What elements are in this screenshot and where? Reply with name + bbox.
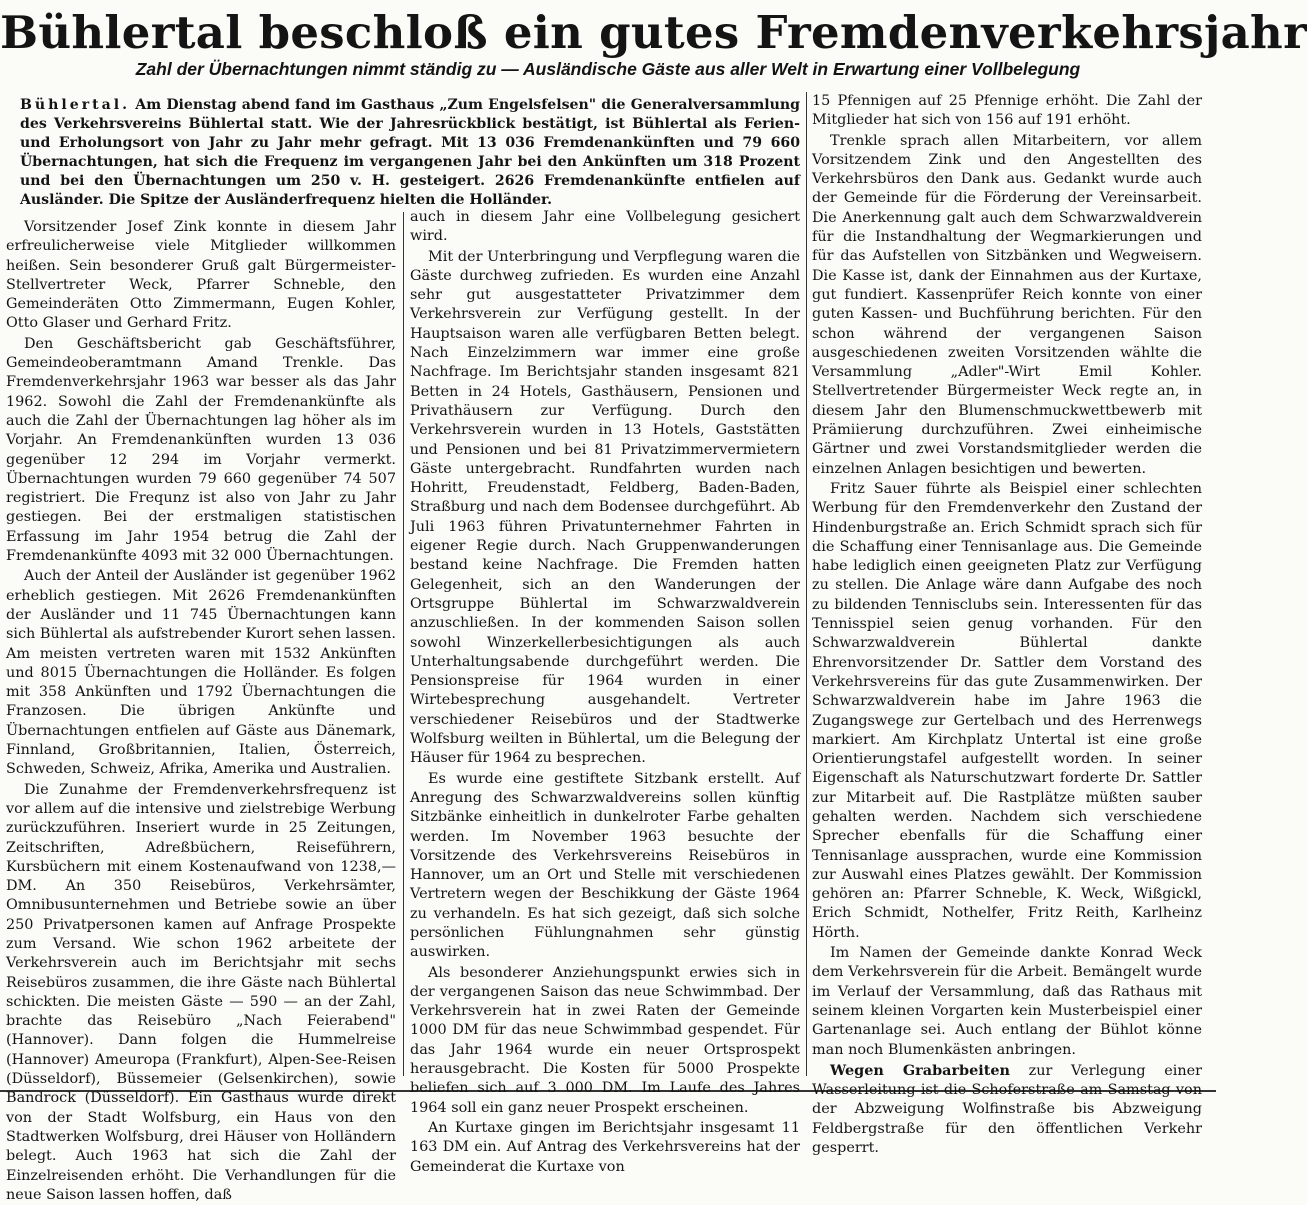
column-3 [812, 92, 1202, 1157]
paragraph: Mit der Unterbringung und Verpflegung waren die Gäste durchweg zufrieden. Es wurden eine Anzahl sehr gut ausgestatteter Privatzimmer dem Verkehrsverein zur Verfügung gestellt. In der Hauptsaison waren alle verfügbaren Betten belegt. Nach Einzelzimmern war immer eine große Nachfrage. Im Berichtsjahr standen insgesamt 821 Betten in 24 Hotels, Gasthäusern, Pensionen und Privathäusern zur Verfügung. Durch den Verkehrsverein wurden in 13 Hotels, Gaststätten und Pensionen und bei 81 Privatzimmervermietern Gäste untergebracht. Rundfahrten wurden nach Hohritt, Freudenstadt, Feldberg, Baden-Baden, Straßburg und nach dem Bodensee durchgeführt. Ab Juli 1963 führen Privatunternehmer Fahrten in eigener Regie durch. Nach Gruppenwanderungen bestand keine Nachfrage. Die Fremden hatten Gelegenheit, sich an den Wanderungen der Ortsgruppe Bühlertal im Schwarzwaldverein anzuschließen. In der kommenden Saison sollen sowohl Winzerkellerbesichtigungen als auch Unterhaltungsabende durchgeführt werden. Die Pensionspreise für 1964 wurden in einer Wirtebesprechung ausgehandelt. Vertreter verschiedener Reisebüros und der Stadtwerke Wolfsburg weilten in Bühlertal, um die Belegung der Häuser für 1964 zu besprechen. [410, 248, 800, 767]
paragraph: Den Geschäftsbericht gab Geschäftsführer, Gemeindeoberamtmann Amand Trenkle. Das Fremdenverkehrsjahr 1963 war besser als das Jahr 1962. Sowohl die Zahl der Fremdenankünfte als auch die Zahl der Übernachtungen lag höher als im Vorjahr. An Fremdenankünften wurden 13 036 gegenüber 12 294 im Vorjahr vermerkt. Übernachtungen wurden 79 660 gegenüber 74 507 registriert. Die Frequnz ist also von Jahr zu Jahr gestiegen. Bei der erstmaligen statistischen Erfassung im Jahr 1954 betrug die Zahl der Fremdenankünfte 4093 mit 32 000 Übernachtungen. [6, 335, 396, 565]
notice-paragraph [812, 1061, 1202, 1158]
paragraph: Die Zunahme der Fremdenverkehrsfrequenz ist vor allem auf die intensive und zielstrebige Werbung zurückzuführen. Inseriert wurde in 25 Zeitungen, Zeitschriften, Adreßbüchern, Reiseführern, Kursbüchern mit einem Kostenaufwand von 1238,— DM. An 350 Reisebüros, Verkehrsämter, Omnibusunternehmen und Betriebe sowie an über 250 Privatpersonen kamen auf Anfrage Prospekte zum Versand. Wie schon 1962 arbeitete der Verkehrsverein auch im Berichtsjahr mit sechs Reisebüros zusammen, die ihre Gäste nach Bühlertal schickten. Die meisten Gäste — 590 — an der Zahl, brachte das Reisebüro „Nach Feierabend" (Hannover). Dann folgen die Hummelreise (Hannover) Ameuropa (Frankfurt), Alpen-See-Reisen (Düsseldorf), Büssemeier (Gelsenkirchen), sowie Bandrock (Düsseldorf). Ein Gasthaus wurde direkt von der Stadt Wolfsburg, ein Haus von den Stadtwerken Wolfsburg, drei Häuser von Holländern belegt. Auch 1963 hat sich die Zahl der Einzelreisenden erhöht. Die Verhandlungen für die neue Saison lassen hoffen, daß [6, 781, 396, 1203]
column-rule-1 [403, 212, 404, 1076]
paragraph: Als besonderer Anziehungspunkt erwies sich in der vergangenen Saison das neue Schwimmbad. Der Verkehrsverein hat in zwei Raten der Gemeinde 1000 DM für das neue Schwimmbad gespendet. Für das Jahr 1964 wurde ein neuer Ortsprospekt herausgebracht. Die Kosten für 5000 Prospekte beliefen sich auf 3 000 DM. Im Laufe des Jahres 1964 soll ein ganz neuer Prospekt erscheinen. [410, 964, 800, 1116]
paragraph: Es wurde eine gestiftete Sitzbank erstellt. Auf Anregung des Schwarzwaldvereins sollen künftig Sitzbänke einheitlich in dunkelroter Farbe gehalten werden. Im November 1963 besuchte der Vorsitzende des Verkehrsvereins Reisebüros in Hannover, um an Ort und Stelle mit verschiedenen Vertretern wegen der Beschikkung der Gäste 1964 zu verhandeln. Es hat sich gezeigt, daß sich solche persönlichen Fühlungnahmen sehr günstig auswirken. [410, 770, 800, 961]
headline: Bühlertal beschloß ein gutes Fremdenverkehrsjahr [0, 6, 1307, 59]
paragraph: Vorsitzender Josef Zink konnte in diesem Jahr erfreulicherweise viele Mitglieder willkommen heißen. Sein besonderer Gruß galt Bürgermeister-Stellvertreter Weck, Pfarrer Schneble, den Gemeinderäten Otto Zimmermann, Eugen Kohler, Otto Glaser und Gerhard Fritz. [6, 219, 396, 332]
paragraph: Im Namen der Gemeinde dankte Konrad Weck dem Verkehrsverein für die Arbeit. Bemängelt wurde im Verlauf der Versammlung, daß das Rathaus mit seinem kleinen Vorgarten kein Musterbeispiel einer Gartenanlage sei. Auch entlang der Bühlot könne man noch Blumenkästen anbringen. [812, 945, 1202, 1058]
lead-text: Am Dienstag abend fand im Gasthaus „Zum Engelsfelsen" die Generalversammlung des Verkehrsvereins Bühlertal statt. Wie der Jahresrückblick bestätigt, ist Bühlertal als Ferien- und Erholungsort von Jahr zu Jahr mehr gefragt. Mit 13 036 Fremdenankünften und 79 660 Übernachtungen, hat sich die Frequenz im vergangenen Jahr bei den Ankünften um 318 Prozent und bei den Übernachtungen um 250 v. H. gesteigert. 2626 Fremdenankünfte entfielen auf Ausländer. Die Spitze der Ausländerfrequenz hielten die Holländer. [20, 97, 800, 209]
paragraph: Auch der Anteil der Ausländer ist gegenüber 1962 erheblich gestiegen. Mit 2626 Fremdenankünften der Ausländer und 11 745 Übernachtungen kann sich Bühlertal als aufstrebender Kurort sehen lassen. Am meisten vertreten waren mit 1532 Ankünften und 8015 Übernachtungen die Holländer. Es folgen mit 358 Ankünften und 1792 Übernachtungen die Franzosen. Die übrigen Ankünfte und Übernachtungen entfielen auf Gäste aus Dänemark, Finnland, Großbritannien, Italien, Österreich, Schweden, Schweiz, Afrika, Amerika und Australien. [6, 568, 396, 778]
column-1 [6, 218, 396, 1203]
column-2 [410, 208, 800, 1175]
paragraph: Trenkle sprach allen Mitarbeitern, vor allem Vorsitzendem Zink und den Angestellten des Verkehrsbüros den Dank aus. Gedankt wurde auch der Gemeinde für die Förderung der Vereinsarbeit. Die Anerkennung galt auch dem Schwarzwaldverein für die Instandhaltung der Wegmarkierungen und für das Aufstellen von Sitzbänken und Wegweisern. Die Kasse ist, dank der Einnahmen aus der Kurtaxe, gut fundiert. Kassenprüfer Reich konnte von einer guten Kassen- und Buchführung berichten. Für den schon während der vergangenen Saison ausgeschiedenen zweiten Vorsitzenden wählte die Versammlung „Adler"-Wirt Emil Kohler. Stellvertretender Bürgermeister Weck regte an, in diesem Jahr den Blumenschmuckwettbewerb mit Prämiierung durchzuführen. Zwei einheimische Gärtner und zwei Vorstandsmitglieder werden die einzelnen Anlagen besichtigen und bewerten. [812, 132, 1202, 477]
notice-title: Wegen Grabarbeiten [830, 1061, 1011, 1079]
paragraph: 15 Pfennigen auf 25 Pfennige erhöht. Die Zahl der Mitglieder hat sich von 156 auf 191 erhöht. [812, 93, 1202, 129]
paragraph: auch in diesem Jahr eine Vollbelegung gesichert wird. [410, 209, 800, 245]
dateline-place: Bühlertal. [20, 97, 131, 113]
notice-text: zur Verlegung einer Wasserleitung ist die Schoferstraße am Samstag von der Abzweigung Wolfinstraße bis Abzweigung Feldbergstraße für den öffentlichen Verkehr gesperrt. [812, 1062, 1202, 1157]
lead-paragraph [20, 96, 800, 214]
paragraph: Fritz Sauer führte als Beispiel einer schlechten Werbung für den Fremdenverkehr den Zustand der Hindenburgstraße an. Erich Schmidt sprach sich für die Schaffung einer Tennisanlage aus. Die Gemeinde habe lediglich einen geeigneten Platz zur Verfügung zu stellen. Die Anlage wäre dann Aufgabe des noch zu bildenden Tennisclubs sein. Interessenten für das Tennisspiel seien genug vorhanden. Für den Schwarzwaldverein Bühlertal dankte Ehrenvorsitzender Dr. Sattler dem Vorstand des Verkehrsvereins für das gute Zusammenwirken. Der Schwarzwaldverein habe im Jahre 1963 die Zugangswege zur Gertelbach und des Herrenwegs markiert. Am Kirchplatz Untertal ist eine große Orientierungstafel aufgestellt worden. In seiner Eigenschaft als Naturschutzwart forderte Dr. Sattler zur Mitarbeit auf. Die Rastplätze müßten sauber gehalten werden. Nachdem sich verschiedene Sprecher ebenfalls für die Schaffung einer Tennisanlage aussprachen, wurde eine Kommission zur Auswahl eines Platzes gewählt. Der Kommission gehören an: Pfarrer Schneble, K. Weck, Wißgickl, Erich Schmidt, Nothelfer, Fritz Reith, Karlheinz Hörth. [812, 480, 1202, 941]
paragraph: An Kurtaxe gingen im Berichtsjahr insgesamt 11 163 DM ein. Auf Antrag des Verkehrsvereins hat der Gemeinderat die Kurtaxe von [410, 1119, 800, 1175]
subheadline: Zahl der Übernachtungen nimmt ständig zu — Ausländische Gäste aus aller Welt in Erwartung einer Vollbelegung [135, 59, 1081, 79]
column-rule-2 [806, 92, 807, 1076]
